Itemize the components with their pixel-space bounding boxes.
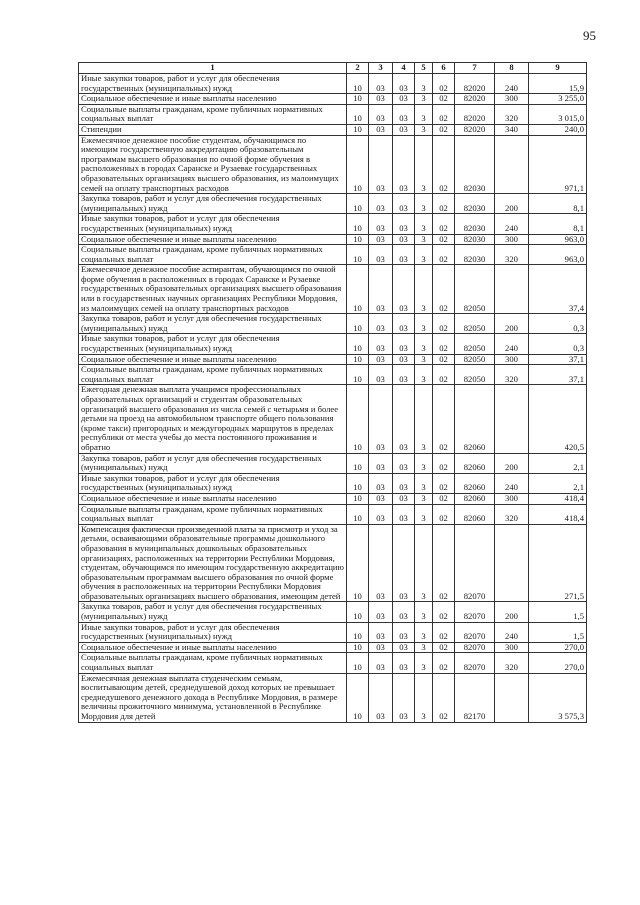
table-row [79, 473, 587, 493]
subsection-code-cell: 03 [393, 365, 415, 385]
subsection-code-cell: 03 [369, 354, 393, 365]
section-code-cell: 10 [347, 334, 369, 354]
program-code-cell: 3 [415, 124, 433, 135]
subsection-code-cell: 03 [393, 524, 415, 602]
expense-type-cell: 300 [495, 493, 529, 504]
expense-type-cell: 240 [495, 473, 529, 493]
subsection-code-cell: 03 [369, 314, 393, 334]
subsection-code-cell: 03 [369, 94, 393, 105]
target-article-cell: 82070 [455, 524, 495, 602]
program-code-cell: 3 [415, 622, 433, 642]
column-header: 9 [529, 63, 587, 74]
column-header: 1 [79, 63, 347, 74]
program-code-cell: 3 [415, 365, 433, 385]
row-name-cell: Ежемесячная денежная выплата студенческим семьям, воспитывающим детей, среднедушевой доход которых не превышает среднедушевого денежного дохода в Республике Мордовия, в размере величины прожиточного минимума, установленной в Республике Мордовия для детей [79, 673, 347, 722]
subsection-code-cell: 03 [369, 653, 393, 673]
subsection-code-cell: 03 [369, 104, 393, 124]
row-name-cell: Социальное обеспечение и иные выплаты населению [79, 94, 347, 105]
subprogram-code-cell: 02 [433, 354, 455, 365]
subsection-code-cell: 03 [393, 642, 415, 653]
subsection-code-cell: 03 [369, 524, 393, 602]
amount-cell: 0,3 [529, 334, 587, 354]
amount-cell: 418,4 [529, 493, 587, 504]
column-header: 8 [495, 63, 529, 74]
table-row [79, 642, 587, 653]
row-name-cell: Социальное обеспечение и иные выплаты населению [79, 354, 347, 365]
section-code-cell: 10 [347, 524, 369, 602]
subsection-code-cell: 03 [393, 622, 415, 642]
target-article-cell: 82020 [455, 104, 495, 124]
section-code-cell: 10 [347, 473, 369, 493]
subsection-code-cell: 03 [393, 94, 415, 105]
section-code-cell: 10 [347, 214, 369, 234]
amount-cell: 37,4 [529, 265, 587, 314]
expense-type-cell: 300 [495, 234, 529, 245]
table-row [79, 504, 587, 524]
target-article-cell: 82050 [455, 354, 495, 365]
section-code-cell: 10 [347, 135, 369, 194]
target-article-cell: 82070 [455, 642, 495, 653]
subprogram-code-cell: 02 [433, 265, 455, 314]
target-article-cell: 82060 [455, 385, 495, 453]
table-row [79, 214, 587, 234]
row-name-cell: Социальное обеспечение и иные выплаты населению [79, 493, 347, 504]
table-row [79, 234, 587, 245]
subsection-code-cell: 03 [393, 473, 415, 493]
expense-type-cell: 300 [495, 94, 529, 105]
expense-type-cell: 340 [495, 124, 529, 135]
subsection-code-cell: 03 [393, 385, 415, 453]
subsection-code-cell: 03 [393, 653, 415, 673]
amount-cell: 2,1 [529, 453, 587, 473]
target-article-cell: 82030 [455, 214, 495, 234]
table-header-row [79, 63, 587, 74]
subsection-code-cell: 03 [369, 673, 393, 722]
program-code-cell: 3 [415, 334, 433, 354]
expense-type-cell [495, 524, 529, 602]
subsection-code-cell: 03 [369, 74, 393, 94]
table-row [79, 94, 587, 105]
subprogram-code-cell: 02 [433, 94, 455, 105]
subprogram-code-cell: 02 [433, 504, 455, 524]
subsection-code-cell: 03 [369, 135, 393, 194]
program-code-cell: 3 [415, 265, 433, 314]
table-row [79, 653, 587, 673]
section-code-cell: 10 [347, 673, 369, 722]
row-name-cell: Закупка товаров, работ и услуг для обеспечения государственных (муниципальных) нужд [79, 602, 347, 622]
expense-type-cell: 240 [495, 74, 529, 94]
amount-cell: 420,5 [529, 385, 587, 453]
expense-type-cell: 200 [495, 194, 529, 214]
section-code-cell: 10 [347, 622, 369, 642]
row-name-cell: Социальные выплаты гражданам, кроме публичных нормативных социальных выплат [79, 365, 347, 385]
target-article-cell: 82050 [455, 314, 495, 334]
table-row [79, 622, 587, 642]
subprogram-code-cell: 02 [433, 245, 455, 265]
target-article-cell: 82170 [455, 673, 495, 722]
program-code-cell: 3 [415, 194, 433, 214]
program-code-cell: 3 [415, 214, 433, 234]
subsection-code-cell: 03 [393, 265, 415, 314]
subsection-code-cell: 03 [369, 194, 393, 214]
table-row [79, 602, 587, 622]
subsection-code-cell: 03 [369, 622, 393, 642]
subsection-code-cell: 03 [393, 602, 415, 622]
table-row [79, 365, 587, 385]
subprogram-code-cell: 02 [433, 365, 455, 385]
target-article-cell: 82060 [455, 493, 495, 504]
subsection-code-cell: 03 [393, 673, 415, 722]
amount-cell: 0,3 [529, 314, 587, 334]
table-row [79, 673, 587, 722]
target-article-cell: 82050 [455, 365, 495, 385]
expense-type-cell: 240 [495, 334, 529, 354]
subprogram-code-cell: 02 [433, 334, 455, 354]
subsection-code-cell: 03 [369, 473, 393, 493]
target-article-cell: 82060 [455, 473, 495, 493]
expense-type-cell: 320 [495, 245, 529, 265]
expense-type-cell: 300 [495, 642, 529, 653]
amount-cell: 971,1 [529, 135, 587, 194]
amount-cell: 8,1 [529, 194, 587, 214]
program-code-cell: 3 [415, 653, 433, 673]
subprogram-code-cell: 02 [433, 194, 455, 214]
section-code-cell: 10 [347, 354, 369, 365]
table-row [79, 135, 587, 194]
amount-cell: 15,9 [529, 74, 587, 94]
row-name-cell: Иные закупки товаров, работ и услуг для обеспечения государственных (муниципальных) нужд [79, 214, 347, 234]
program-code-cell: 3 [415, 673, 433, 722]
row-name-cell: Социальное обеспечение и иные выплаты населению [79, 234, 347, 245]
subsection-code-cell: 03 [369, 602, 393, 622]
table-row [79, 524, 587, 602]
program-code-cell: 3 [415, 94, 433, 105]
table-row [79, 74, 587, 94]
section-code-cell: 10 [347, 602, 369, 622]
subprogram-code-cell: 02 [433, 385, 455, 453]
column-header: 4 [393, 63, 415, 74]
subsection-code-cell: 03 [369, 214, 393, 234]
expense-type-cell: 320 [495, 104, 529, 124]
table-row [79, 265, 587, 314]
table-row [79, 334, 587, 354]
column-header: 2 [347, 63, 369, 74]
table-row [79, 124, 587, 135]
program-code-cell: 3 [415, 642, 433, 653]
subprogram-code-cell: 02 [433, 124, 455, 135]
subprogram-code-cell: 02 [433, 653, 455, 673]
column-header: 7 [455, 63, 495, 74]
amount-cell: 37,1 [529, 365, 587, 385]
target-article-cell: 82070 [455, 602, 495, 622]
row-name-cell: Компенсация фактически произведенной платы за присмотр и уход за детьми, осваивающими образовательные программы дошкольного образования в муниципальных дошкольных образовательных организациях, расположенных на территории Республики Мордовия, студентам, обучающимся по имеющим государственную аккредитацию образовательным программам высшего образования по очной форме обучения в расположенных на территории Республики Мордовия образовательных организациях высшего образования, имеющим детей [79, 524, 347, 602]
subsection-code-cell: 03 [393, 74, 415, 94]
subsection-code-cell: 03 [393, 124, 415, 135]
section-code-cell: 10 [347, 265, 369, 314]
target-article-cell: 82020 [455, 94, 495, 105]
row-name-cell: Социальные выплаты гражданам, кроме публичных нормативных социальных выплат [79, 653, 347, 673]
table-body [79, 74, 587, 723]
subsection-code-cell: 03 [369, 453, 393, 473]
table-row [79, 453, 587, 473]
subsection-code-cell: 03 [393, 194, 415, 214]
program-code-cell: 3 [415, 524, 433, 602]
subprogram-code-cell: 02 [433, 602, 455, 622]
section-code-cell: 10 [347, 653, 369, 673]
row-name-cell: Ежегодная денежная выплата учащимся профессиональных образовательных организаций и студентам образовательных организаций высшего образования из числа семей с четырьмя и более детьми на проезд на автомобильном транспорте общего пользования (кроме такси) пригородных и междугородных маршрутов в пределах республики от места учебы до места постоянного проживания и обратно [79, 385, 347, 453]
program-code-cell: 3 [415, 385, 433, 453]
subprogram-code-cell: 02 [433, 135, 455, 194]
target-article-cell: 82030 [455, 245, 495, 265]
table-row [79, 385, 587, 453]
program-code-cell: 3 [415, 314, 433, 334]
row-name-cell: Социальные выплаты гражданам, кроме публичных нормативных социальных выплат [79, 104, 347, 124]
amount-cell: 963,0 [529, 234, 587, 245]
expense-type-cell: 300 [495, 354, 529, 365]
subsection-code-cell: 03 [393, 104, 415, 124]
subsection-code-cell: 03 [393, 245, 415, 265]
table-row [79, 245, 587, 265]
subprogram-code-cell: 02 [433, 234, 455, 245]
target-article-cell: 82070 [455, 622, 495, 642]
section-code-cell: 10 [347, 74, 369, 94]
row-name-cell: Ежемесячное денежное пособие студентам, обучающимся по имеющим государственную аккредитацию образовательным программам высшего образования по очной форме обучения в расположенных в городах Саранске и Рузаевке государственных образовательных организациях высшего образования, из малоимущих семей на оплату транспортных расходов [79, 135, 347, 194]
subsection-code-cell: 03 [369, 245, 393, 265]
subprogram-code-cell: 02 [433, 622, 455, 642]
subsection-code-cell: 03 [393, 334, 415, 354]
expense-type-cell: 240 [495, 214, 529, 234]
target-article-cell: 82050 [455, 334, 495, 354]
row-name-cell: Закупка товаров, работ и услуг для обеспечения государственных (муниципальных) нужд [79, 453, 347, 473]
subsection-code-cell: 03 [369, 234, 393, 245]
target-article-cell: 82020 [455, 124, 495, 135]
program-code-cell: 3 [415, 493, 433, 504]
target-article-cell: 82020 [455, 74, 495, 94]
amount-cell: 3 575,3 [529, 673, 587, 722]
amount-cell: 3 255,0 [529, 94, 587, 105]
subsection-code-cell: 03 [369, 493, 393, 504]
expense-type-cell [495, 673, 529, 722]
budget-table [78, 62, 587, 723]
amount-cell: 418,4 [529, 504, 587, 524]
row-name-cell: Иные закупки товаров, работ и услуг для обеспечения государственных (муниципальных) нужд [79, 473, 347, 493]
subprogram-code-cell: 02 [433, 74, 455, 94]
expense-type-cell [495, 135, 529, 194]
subsection-code-cell: 03 [393, 214, 415, 234]
section-code-cell: 10 [347, 385, 369, 453]
expense-type-cell [495, 265, 529, 314]
section-code-cell: 10 [347, 493, 369, 504]
target-article-cell: 82030 [455, 234, 495, 245]
program-code-cell: 3 [415, 74, 433, 94]
program-code-cell: 3 [415, 602, 433, 622]
row-name-cell: Закупка товаров, работ и услуг для обеспечения государственных (муниципальных) нужд [79, 314, 347, 334]
subsection-code-cell: 03 [393, 314, 415, 334]
subprogram-code-cell: 02 [433, 493, 455, 504]
section-code-cell: 10 [347, 94, 369, 105]
row-name-cell: Социальное обеспечение и иные выплаты населению [79, 642, 347, 653]
subsection-code-cell: 03 [393, 504, 415, 524]
expense-type-cell: 320 [495, 365, 529, 385]
section-code-cell: 10 [347, 642, 369, 653]
subsection-code-cell: 03 [393, 135, 415, 194]
subsection-code-cell: 03 [393, 354, 415, 365]
expense-type-cell: 320 [495, 504, 529, 524]
row-name-cell: Социальные выплаты гражданам, кроме публичных нормативных социальных выплат [79, 245, 347, 265]
amount-cell: 2,1 [529, 473, 587, 493]
section-code-cell: 10 [347, 365, 369, 385]
expense-type-cell: 240 [495, 622, 529, 642]
expense-type-cell [495, 385, 529, 453]
subsection-code-cell: 03 [369, 365, 393, 385]
expense-type-cell: 200 [495, 602, 529, 622]
amount-cell: 3 015,0 [529, 104, 587, 124]
subsection-code-cell: 03 [393, 453, 415, 473]
amount-cell: 8,1 [529, 214, 587, 234]
row-name-cell: Иные закупки товаров, работ и услуг для обеспечения государственных (муниципальных) нужд [79, 74, 347, 94]
target-article-cell: 82030 [455, 135, 495, 194]
program-code-cell: 3 [415, 473, 433, 493]
amount-cell: 240,0 [529, 124, 587, 135]
subsection-code-cell: 03 [369, 265, 393, 314]
amount-cell: 1,5 [529, 602, 587, 622]
amount-cell: 37,1 [529, 354, 587, 365]
section-code-cell: 10 [347, 245, 369, 265]
column-header: 3 [369, 63, 393, 74]
row-name-cell: Закупка товаров, работ и услуг для обеспечения государственных (муниципальных) нужд [79, 194, 347, 214]
program-code-cell: 3 [415, 354, 433, 365]
subprogram-code-cell: 02 [433, 453, 455, 473]
row-name-cell: Ежемесячное денежное пособие аспирантам, обучающимся по очной форме обучения в расположенных в городах Саранске и Рузаевке государственных образовательных организациях высшего образования или в государственных научных организациях Республики Мордовия, из малоимущих семей на оплату транспортных расходов [79, 265, 347, 314]
target-article-cell: 82060 [455, 504, 495, 524]
table-row [79, 354, 587, 365]
expense-type-cell: 200 [495, 453, 529, 473]
target-article-cell: 82050 [455, 265, 495, 314]
amount-cell: 270,0 [529, 653, 587, 673]
section-code-cell: 10 [347, 104, 369, 124]
program-code-cell: 3 [415, 245, 433, 265]
subsection-code-cell: 03 [369, 334, 393, 354]
section-code-cell: 10 [347, 194, 369, 214]
subprogram-code-cell: 02 [433, 314, 455, 334]
amount-cell: 270,0 [529, 642, 587, 653]
subsection-code-cell: 03 [369, 124, 393, 135]
table-row [79, 493, 587, 504]
program-code-cell: 3 [415, 234, 433, 245]
subsection-code-cell: 03 [369, 642, 393, 653]
target-article-cell: 82070 [455, 653, 495, 673]
section-code-cell: 10 [347, 504, 369, 524]
subsection-code-cell: 03 [393, 493, 415, 504]
table-row [79, 104, 587, 124]
subprogram-code-cell: 02 [433, 104, 455, 124]
row-name-cell: Социальные выплаты гражданам, кроме публичных нормативных социальных выплат [79, 504, 347, 524]
target-article-cell: 82060 [455, 453, 495, 473]
subprogram-code-cell: 02 [433, 642, 455, 653]
subprogram-code-cell: 02 [433, 214, 455, 234]
subsection-code-cell: 03 [369, 385, 393, 453]
column-header: 5 [415, 63, 433, 74]
subprogram-code-cell: 02 [433, 673, 455, 722]
column-header: 6 [433, 63, 455, 74]
target-article-cell: 82030 [455, 194, 495, 214]
program-code-cell: 3 [415, 504, 433, 524]
row-name-cell: Иные закупки товаров, работ и услуг для обеспечения государственных (муниципальных) нужд [79, 622, 347, 642]
section-code-cell: 10 [347, 234, 369, 245]
section-code-cell: 10 [347, 453, 369, 473]
program-code-cell: 3 [415, 453, 433, 473]
section-code-cell: 10 [347, 314, 369, 334]
program-code-cell: 3 [415, 135, 433, 194]
row-name-cell: Стипендии [79, 124, 347, 135]
table-row [79, 194, 587, 214]
subsection-code-cell: 03 [369, 504, 393, 524]
row-name-cell: Иные закупки товаров, работ и услуг для обеспечения государственных (муниципальных) нужд [79, 334, 347, 354]
amount-cell: 1,5 [529, 622, 587, 642]
amount-cell: 963,0 [529, 245, 587, 265]
page-number: 95 [583, 28, 596, 43]
expense-type-cell: 320 [495, 653, 529, 673]
section-code-cell: 10 [347, 124, 369, 135]
subsection-code-cell: 03 [393, 234, 415, 245]
table-row [79, 314, 587, 334]
program-code-cell: 3 [415, 104, 433, 124]
amount-cell: 271,5 [529, 524, 587, 602]
expense-type-cell: 200 [495, 314, 529, 334]
subprogram-code-cell: 02 [433, 524, 455, 602]
subprogram-code-cell: 02 [433, 473, 455, 493]
